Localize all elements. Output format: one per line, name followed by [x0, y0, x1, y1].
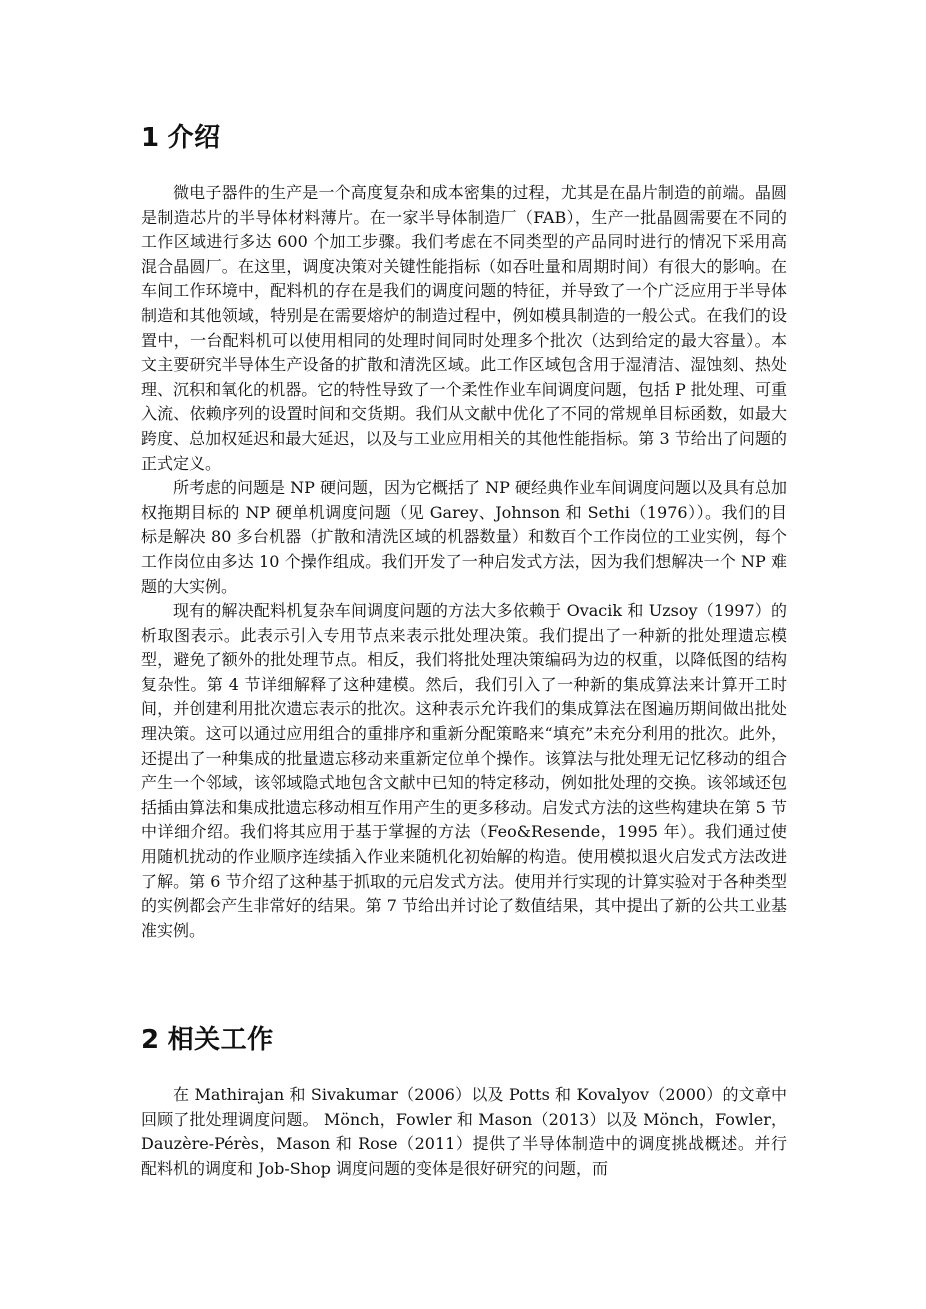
section-title-text: 相关工作: [167, 1025, 274, 1055]
section-number: 1: [141, 123, 160, 153]
section-heading: [141, 1020, 787, 1060]
section-number: 2: [141, 1025, 160, 1055]
section-title-text: 介绍: [167, 123, 221, 153]
paragraph: 所考虑的问题是 NP 硬问题，因为它概括了 NP 硬经典作业车间调度问题以及具有总加权拖期目标的 NP 硬单机调度问题（见 Garey、Johnson 和 Sethi（1976））。我们的目标是解决 80 多台机器（扩散和清洗区域的机器数量）和数百个工作岗位的工业实例，每个工作岗位由多达 10 个操作组成。我们开发了一种启发式方法，因为我们想解决一个 NP 难题的大实例。: [141, 478, 787, 596]
section-heading: [141, 118, 787, 158]
paragraph: 在 Mathirajan 和 Sivakumar（2006）以及 Potts 和 Kovalyov（2000）的文章中回顾了批处理调度问题。 Mönch，Fowler 和 Mason（2013）以及 Mönch，Fowler，Dauzère-Pérès，Mason 和 Rose（2011）提供了半导体制造中的调度挑战概述。并行配料机的调度和 Job-Shop 调度问题的变体是很好研究的问题，而: [141, 1085, 787, 1178]
paragraph: 微电子器件的生产是一个高度复杂和成本密集的过程，尤其是在晶片制造的前端。晶圆是制造芯片的半导体材料薄片。在一家半导体制造厂（FAB），生产一批晶圆需要在不同的工作区域进行多达 600 个加工步骤。我们考虑在不同类型的产品同时进行的情况下采用高混合晶圆厂。在这里，调度决策对关键性能指标（如吞吐量和周期时间）有很大的影响。在车间工作环境中，配料机的存在是我们的调度问题的特征，并导致了一个广泛应用于半导体制造和其他领域，特别是在需要熔炉的制造过程中，例如模具制造的一般公式。在我们的设置中，一台配料机可以使用相同的处理时间同时处理多个批次（达到给定的最大容量）。本文主要研究半导体生产设备的扩散和清洗区域。此工作区域包含用于湿清洁、湿蚀刻、热处理、沉积和氧化的机器。它的特性导致了一个柔性作业车间调度问题，包括 P 批处理、可重入流、依赖序列的设置时间和交货期。我们从文献中优化了不同的常规单目标函数，如最大跨度、总加权延迟和最大延迟，以及与工业应用相关的其他性能指标。第 3 节给出了问题的正式定义。: [141, 183, 787, 473]
paragraph: 现有的解决配料机复杂车间调度问题的方法大多依赖于 Ovacik 和 Uzsoy（1997）的析取图表示。此表示引入专用节点来表示批处理决策。我们提出了一种新的批处理遗忘模型，避免了额外的批处理节点。相反，我们将批处理决策编码为边的权重，以降低图的结构复杂性。第 4 节详细解释了这种建模。然后，我们引入了一种新的集成算法来计算开工时间，并创建利用批次遗忘表示的批次。这种表示允许我们的集成算法在图遍历期间做出批处理决策。这可以通过应用组合的重排序和重新分配策略来“填充”未充分利用的批次。此外，还提出了一种集成的批量遗忘移动来重新定位单个操作。该算法与批处理无记忆移动的组合产生一个邻域，该邻域隐式地包含文献中已知的特定移动，例如批处理的交换。该邻域还包括插由算法和集成批遗忘移动相互作用产生的更多移动。启发式方法的这些构建块在第 5 节中详细介绍。我们将其应用于基于掌握的方法（Feo&Resende，1995 年）。我们通过使用随机扰动的作业顺序连续插入作业来随机化初始解的构造。使用模拟退火启发式方法改进了解。第 6 节介绍了这种基于抓取的元启发式方法。使用并行实现的计算实验对于各种类型的实例都会产生非常好的结果。第 7 节给出并讨论了数值结果，其中提出了新的公共工业基准实例。: [141, 601, 787, 940]
section-paragraphs: [141, 1083, 787, 1181]
section-related-work: [141, 1020, 787, 1181]
document-body: [141, 118, 787, 1178]
section-introduction: [141, 118, 787, 943]
section-paragraphs: [141, 181, 787, 943]
